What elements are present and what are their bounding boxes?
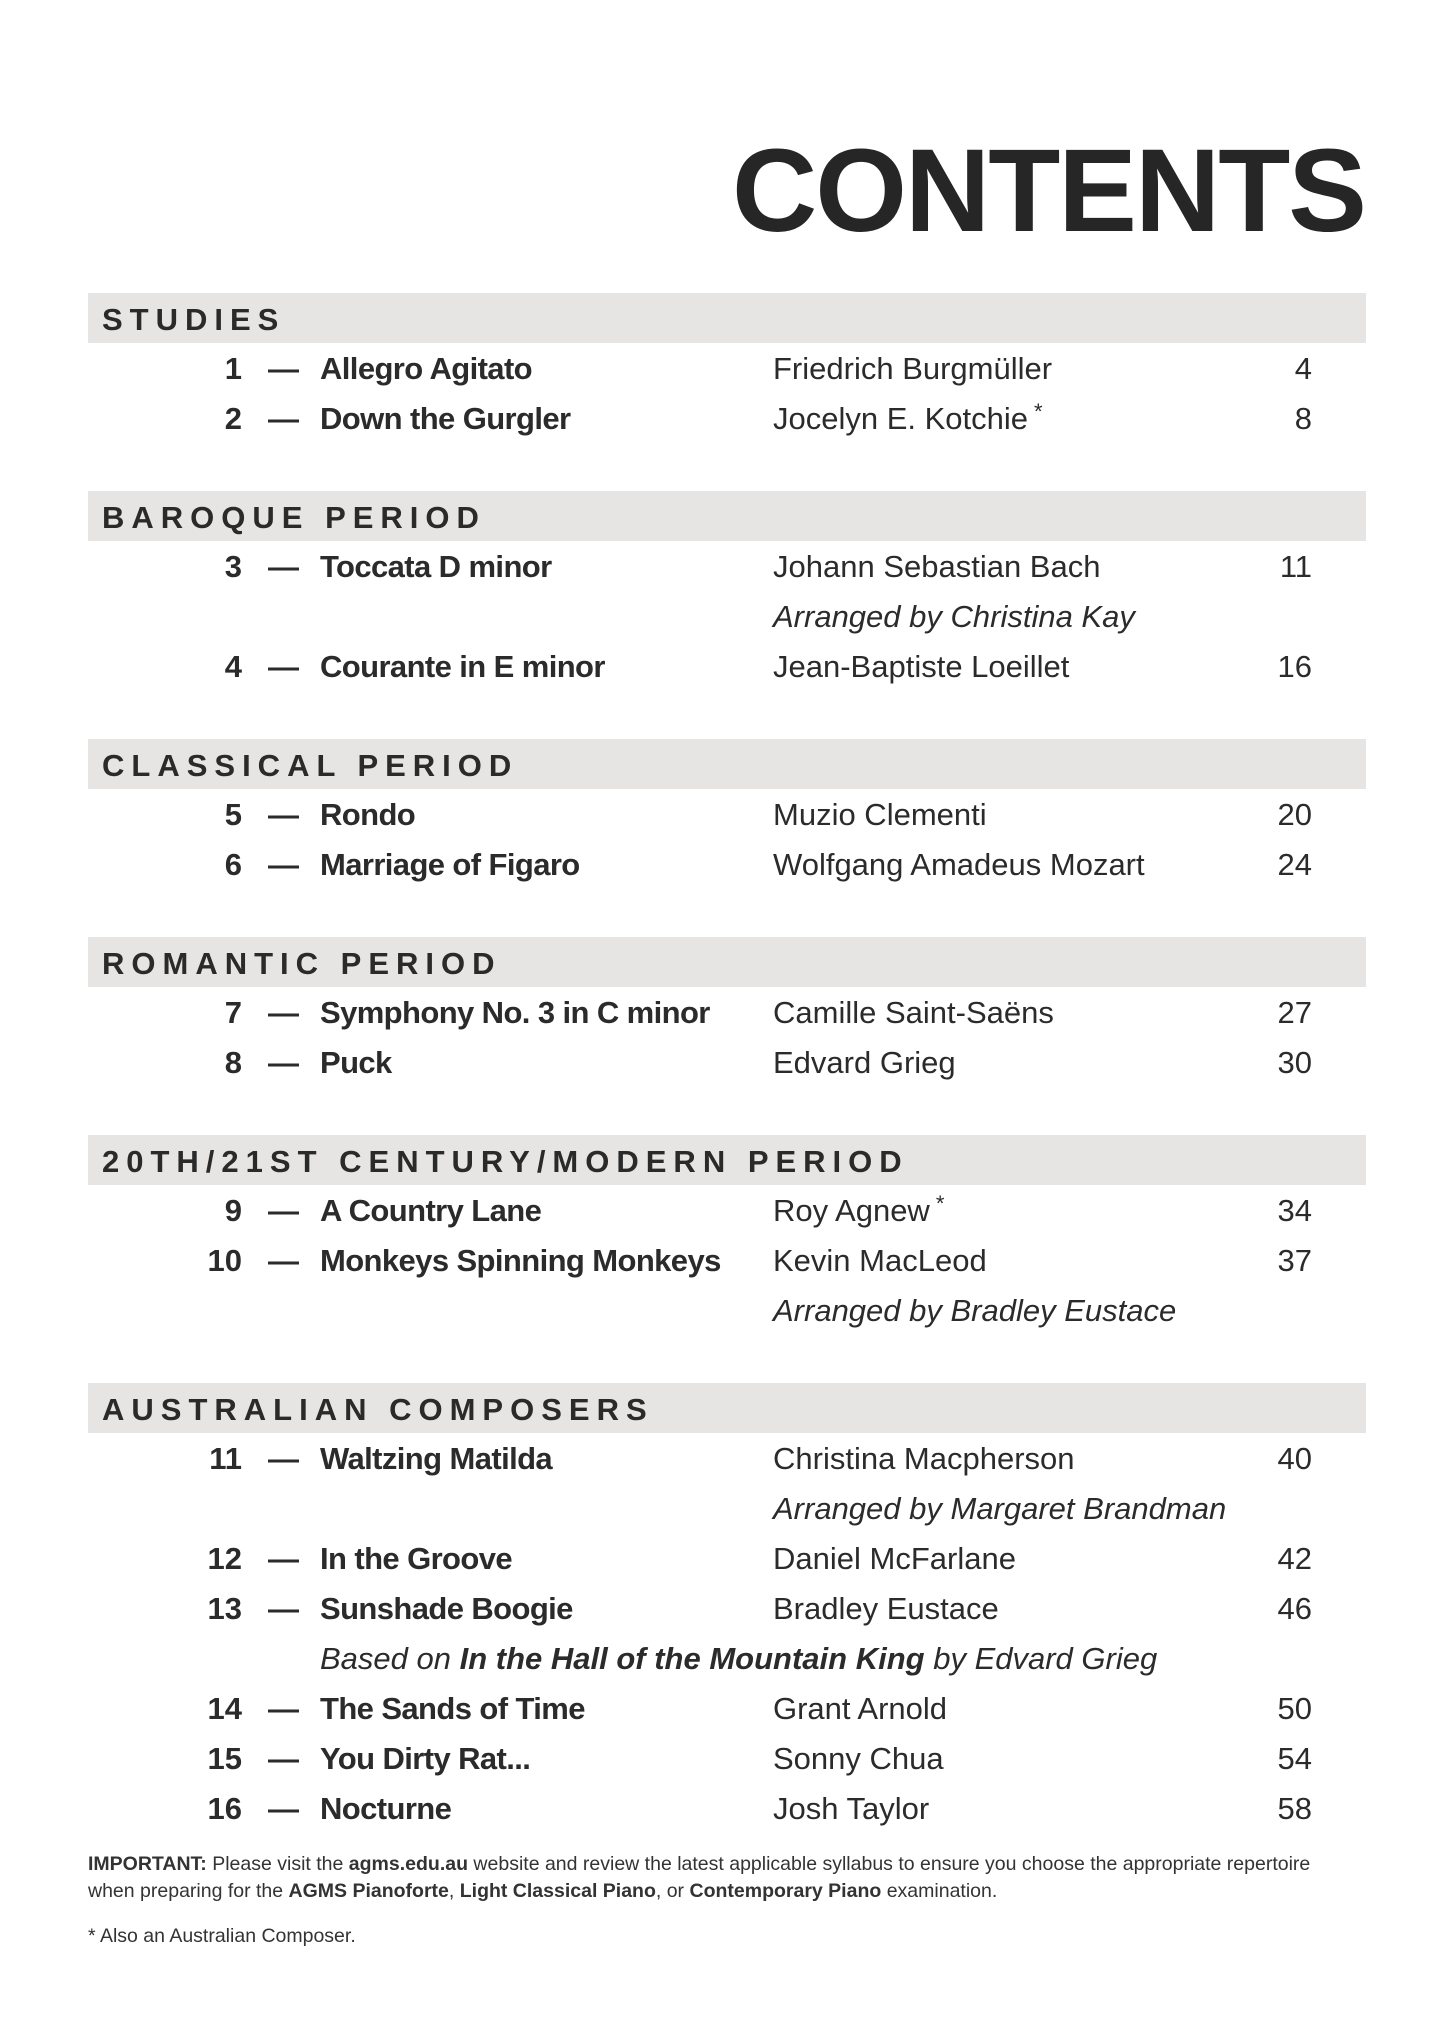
entry-dash: — bbox=[268, 1691, 299, 1726]
entry-number: 2 bbox=[224, 401, 242, 436]
based-on-suffix: by Edvard Grieg bbox=[933, 1641, 1158, 1676]
arranger-credit: Arranged by Margaret Brandman bbox=[773, 1491, 1227, 1526]
australian-composer-asterisk: * bbox=[1034, 399, 1043, 424]
piece-title: The Sands of Time bbox=[320, 1691, 585, 1726]
footnote-asterisk: * bbox=[88, 1925, 96, 1947]
page-number: 37 bbox=[1277, 1243, 1312, 1278]
contents-entry bbox=[0, 343, 1445, 393]
notice-text: Please visit the bbox=[212, 1853, 344, 1875]
page-number: 58 bbox=[1277, 1791, 1312, 1826]
section-label: CLASSICAL PERIOD bbox=[102, 748, 519, 783]
composer-name: Wolfgang Amadeus Mozart bbox=[773, 847, 1145, 882]
contents-entry bbox=[0, 1733, 1445, 1783]
exam-name: AGMS Pianoforte bbox=[288, 1880, 449, 1902]
composer-name: Friedrich Burgmüller bbox=[773, 351, 1053, 386]
composer-name: Muzio Clementi bbox=[773, 797, 987, 832]
page-number: 27 bbox=[1277, 995, 1312, 1030]
section-header-classical bbox=[88, 739, 1366, 789]
contents-entry bbox=[0, 1037, 1445, 1087]
entry-dash: — bbox=[268, 1541, 299, 1576]
page-number: 50 bbox=[1277, 1691, 1312, 1726]
contents-entry bbox=[0, 1185, 1445, 1235]
arranger-credit: Arranged by Bradley Eustace bbox=[773, 1293, 1177, 1328]
contents-entry bbox=[0, 1433, 1445, 1483]
composer-name: Camille Saint-Saëns bbox=[773, 995, 1054, 1030]
page-number: 46 bbox=[1277, 1591, 1312, 1626]
contents-entry bbox=[0, 1683, 1445, 1733]
entry-number: 14 bbox=[207, 1691, 242, 1726]
important-notice bbox=[88, 1851, 1358, 1905]
page-number: 40 bbox=[1277, 1441, 1312, 1476]
piece-title: Symphony No. 3 in C minor bbox=[320, 995, 710, 1030]
entry-dash: — bbox=[268, 995, 299, 1030]
notice-text: , bbox=[448, 1880, 455, 1902]
page-number: 16 bbox=[1277, 649, 1312, 684]
website-link[interactable]: agms.edu.au bbox=[348, 1853, 468, 1875]
entry-dash: — bbox=[268, 649, 299, 684]
section-header-australian bbox=[88, 1383, 1366, 1433]
entry-number: 16 bbox=[207, 1791, 242, 1826]
notice-text: examination. bbox=[886, 1880, 998, 1902]
piece-title: In the Groove bbox=[320, 1541, 513, 1576]
based-on-note bbox=[320, 1641, 1157, 1677]
entry-number: 11 bbox=[209, 1441, 242, 1476]
entry-dash: — bbox=[268, 1791, 299, 1826]
entry-dash: — bbox=[268, 1243, 299, 1278]
contents-entry bbox=[0, 641, 1445, 691]
entry-dash: — bbox=[268, 1441, 299, 1476]
page-number: 54 bbox=[1277, 1741, 1312, 1776]
composer-cell bbox=[773, 401, 1043, 437]
entry-number: 15 bbox=[207, 1741, 242, 1776]
composer-name: Jocelyn E. Kotchie bbox=[773, 401, 1029, 436]
piece-title: Courante in E minor bbox=[320, 649, 605, 684]
section-header-romantic bbox=[88, 937, 1366, 987]
piece-title: Rondo bbox=[320, 797, 416, 832]
composer-name: Sonny Chua bbox=[773, 1741, 944, 1776]
composer-name: Bradley Eustace bbox=[773, 1591, 999, 1626]
entry-number: 10 bbox=[207, 1243, 242, 1278]
composer-cell bbox=[773, 1193, 944, 1229]
piece-title: Toccata D minor bbox=[320, 549, 552, 584]
page-number: 20 bbox=[1277, 797, 1312, 832]
section-header-baroque bbox=[88, 491, 1366, 541]
arranger-line bbox=[0, 591, 1445, 641]
entry-number: 5 bbox=[224, 797, 242, 832]
section-header-modern bbox=[88, 1135, 1366, 1185]
page-number: 8 bbox=[1294, 401, 1312, 436]
page-title: CONTENTS bbox=[732, 125, 1365, 257]
entry-number: 1 bbox=[224, 351, 242, 386]
composer-name: Kevin MacLeod bbox=[773, 1243, 987, 1278]
entry-number: 3 bbox=[224, 549, 242, 584]
contents-entry bbox=[0, 789, 1445, 839]
entry-dash: — bbox=[268, 401, 299, 436]
composer-name: Johann Sebastian Bach bbox=[773, 549, 1101, 584]
piece-title: Down the Gurgler bbox=[320, 401, 571, 436]
piece-title: Marriage of Figaro bbox=[320, 847, 580, 882]
entry-dash: — bbox=[268, 1591, 299, 1626]
page-number: 34 bbox=[1277, 1193, 1312, 1228]
contents-entry bbox=[0, 1235, 1445, 1285]
entry-dash: — bbox=[268, 351, 299, 386]
piece-title: A Country Lane bbox=[320, 1193, 542, 1228]
arranger-line bbox=[0, 1285, 1445, 1335]
based-on-work: In the Hall of the Mountain King bbox=[459, 1641, 925, 1676]
footnote-text: Also an Australian Composer. bbox=[99, 1925, 356, 1947]
exam-name: Contemporary Piano bbox=[689, 1880, 882, 1902]
section-label: BAROQUE PERIOD bbox=[102, 500, 486, 535]
notice-text: website and review the latest applicable syllabus to ensure you choose the appropriate repertoire when preparing for the bbox=[88, 1853, 1311, 1902]
composer-name: Roy Agnew bbox=[773, 1193, 930, 1228]
entry-number: 7 bbox=[224, 995, 242, 1030]
entry-number: 13 bbox=[207, 1591, 242, 1626]
composer-name: Grant Arnold bbox=[773, 1691, 948, 1726]
contents-entry bbox=[0, 393, 1445, 443]
entry-number: 4 bbox=[224, 649, 242, 684]
page-number: 42 bbox=[1277, 1541, 1312, 1576]
entry-number: 8 bbox=[224, 1045, 242, 1080]
entry-dash: — bbox=[268, 1045, 299, 1080]
contents-entry bbox=[0, 1783, 1445, 1833]
section-label: ROMANTIC PERIOD bbox=[102, 946, 502, 981]
page-number: 24 bbox=[1277, 847, 1312, 882]
section-label: AUSTRALIAN COMPOSERS bbox=[102, 1392, 654, 1427]
notice-text: , or bbox=[655, 1880, 685, 1902]
piece-title: Monkeys Spinning Monkeys bbox=[320, 1243, 721, 1278]
based-on-prefix: Based on bbox=[320, 1641, 451, 1676]
entry-dash: — bbox=[268, 847, 299, 882]
entry-dash: — bbox=[268, 549, 299, 584]
contents-entry bbox=[0, 541, 1445, 591]
piece-title: Puck bbox=[320, 1045, 392, 1080]
contents-entry bbox=[0, 1533, 1445, 1583]
important-label: IMPORTANT: bbox=[88, 1853, 207, 1875]
australian-composer-asterisk: * bbox=[935, 1191, 945, 1216]
entry-number: 6 bbox=[224, 847, 242, 882]
exam-name: Light Classical Piano bbox=[459, 1880, 656, 1902]
entry-number: 9 bbox=[224, 1193, 242, 1228]
page-number: 11 bbox=[1279, 549, 1312, 584]
section-header-studies bbox=[88, 293, 1366, 343]
entry-dash: — bbox=[268, 1741, 299, 1776]
based-on-line bbox=[0, 1633, 1445, 1683]
arranger-line bbox=[0, 1483, 1445, 1533]
piece-title: Waltzing Matilda bbox=[320, 1441, 553, 1476]
piece-title: Nocturne bbox=[320, 1791, 452, 1826]
page-number: 4 bbox=[1294, 351, 1312, 386]
composer-name: Daniel McFarlane bbox=[773, 1541, 1016, 1576]
section-label: 20TH/21ST CENTURY/MODERN PERIOD bbox=[102, 1144, 909, 1179]
entry-number: 12 bbox=[207, 1541, 242, 1576]
footnote bbox=[88, 1925, 356, 1948]
section-label: STUDIES bbox=[102, 302, 286, 337]
composer-name: Christina Macpherson bbox=[773, 1441, 1075, 1476]
contents-entry bbox=[0, 1583, 1445, 1633]
piece-title: Sunshade Boogie bbox=[320, 1591, 573, 1626]
entry-dash: — bbox=[268, 797, 299, 832]
contents-entry bbox=[0, 987, 1445, 1037]
composer-name: Jean-Baptiste Loeillet bbox=[773, 649, 1070, 684]
composer-name: Edvard Grieg bbox=[773, 1045, 956, 1080]
page-number: 30 bbox=[1277, 1045, 1312, 1080]
piece-title: Allegro Agitato bbox=[320, 351, 533, 386]
composer-name: Josh Taylor bbox=[773, 1791, 930, 1826]
contents-entry bbox=[0, 839, 1445, 889]
piece-title: You Dirty Rat... bbox=[320, 1741, 531, 1776]
arranger-credit: Arranged by Christina Kay bbox=[773, 599, 1135, 634]
entry-dash: — bbox=[268, 1193, 299, 1228]
